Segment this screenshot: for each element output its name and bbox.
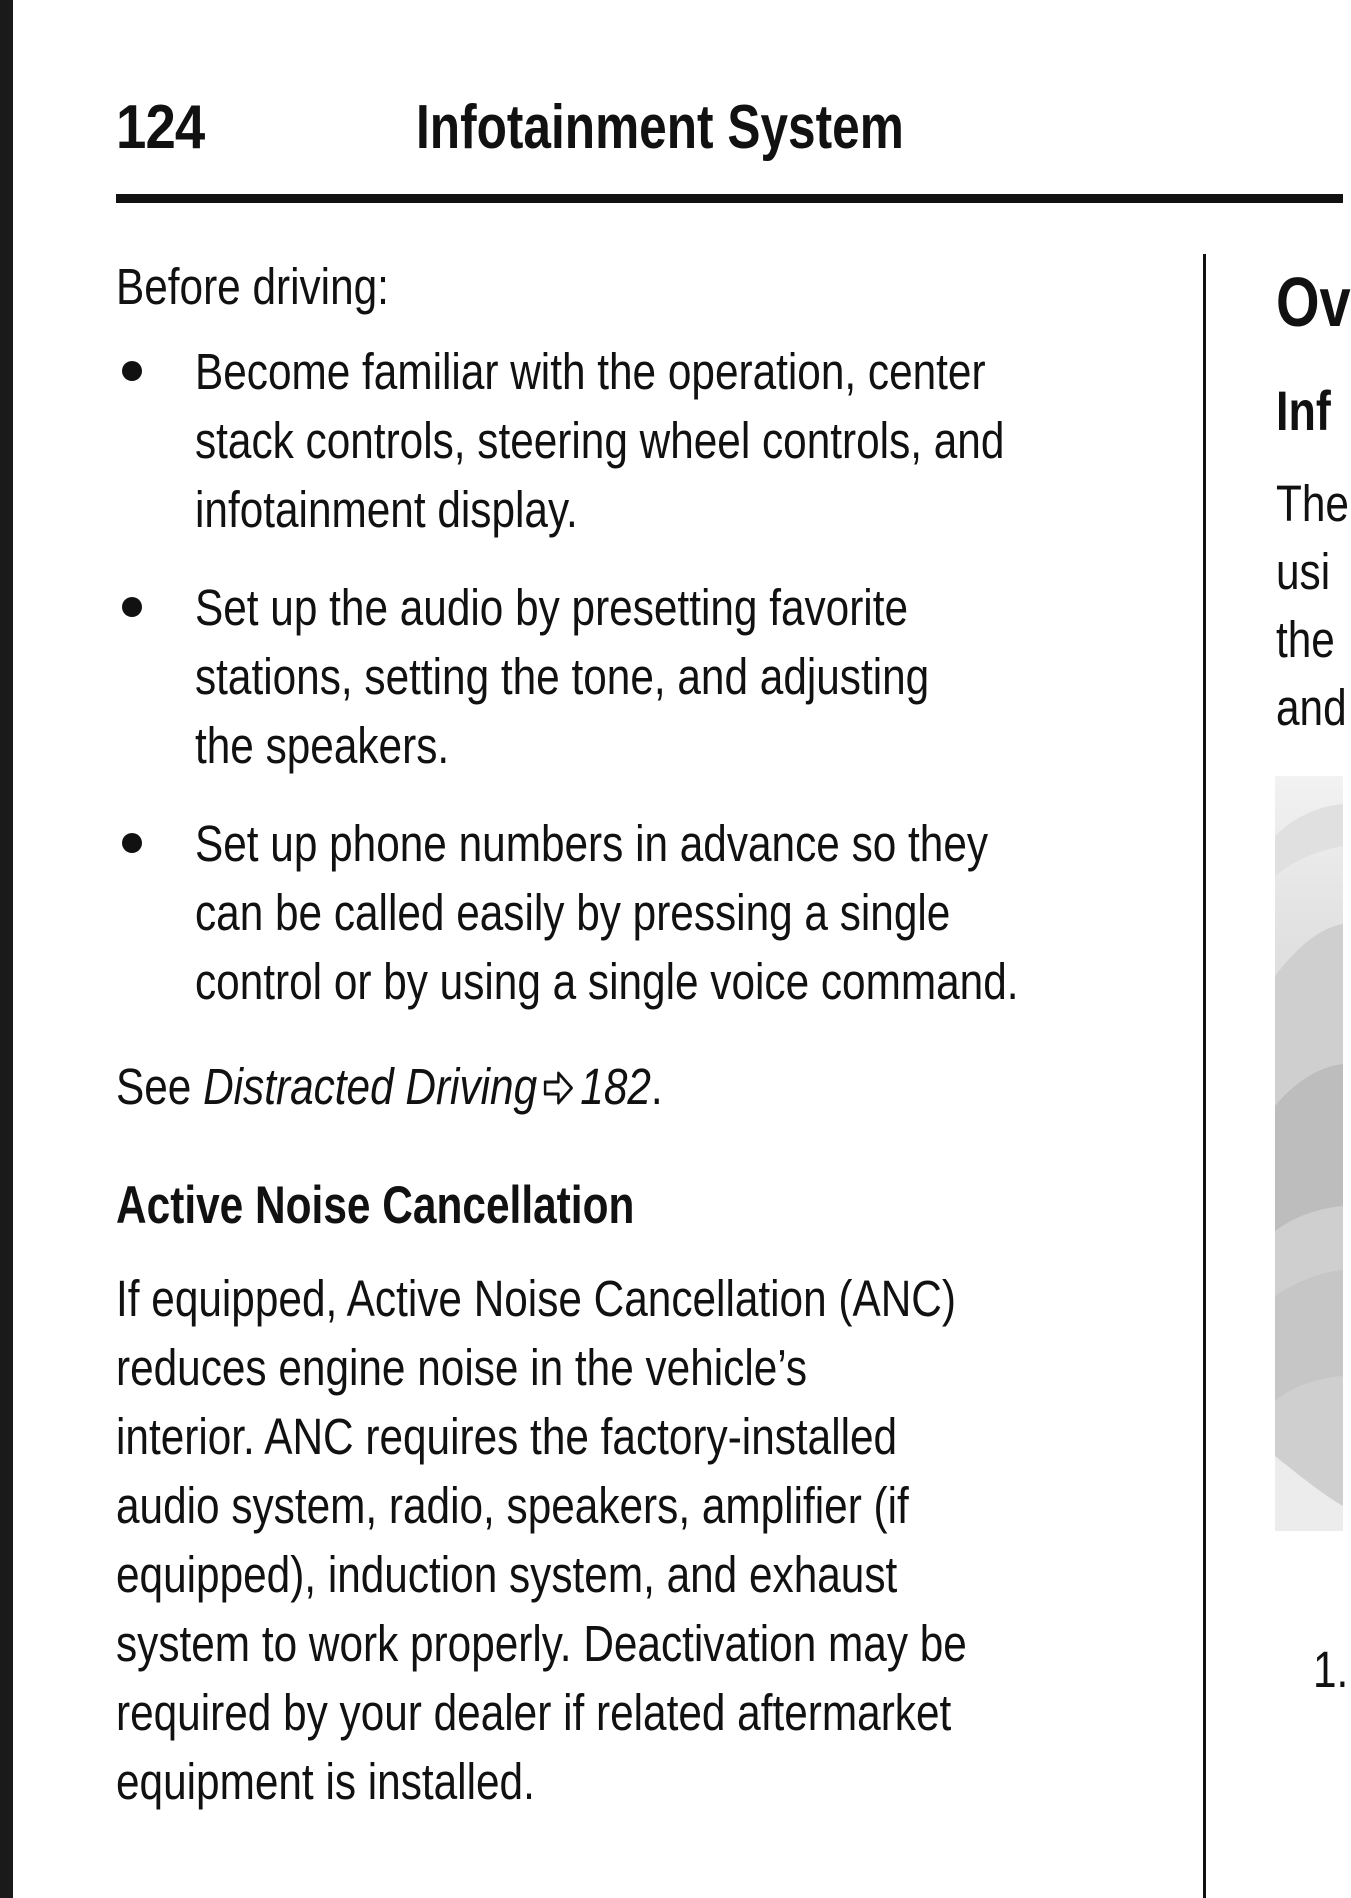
figure-callout: 1.	[1313, 1641, 1349, 1698]
section-title: Infotainment System	[416, 93, 904, 162]
list-item-line: Set up phone numbers in advance so they	[195, 815, 989, 872]
intro-text: Before driving:	[116, 258, 389, 315]
list-item-line: stack controls, steering wheel controls, and	[195, 412, 1005, 469]
see-also-suffix: .	[650, 1058, 663, 1115]
list-item-line: Set up the audio by presetting favorite	[195, 579, 909, 636]
header-rule	[116, 194, 1343, 203]
right-arrow-reference-icon	[542, 1056, 575, 1125]
right-column-paragraph	[1276, 470, 1349, 742]
list-item-2	[195, 573, 929, 780]
paragraph-line: system to work properly. Deactivation may be	[116, 1615, 967, 1672]
paragraph-line: If equipped, Active Noise Cancellation (ANC)	[116, 1270, 956, 1327]
bullet-icon	[122, 361, 142, 381]
list-item-line: infotainment display.	[195, 481, 578, 538]
paragraph-line: equipped), induction system, and exhaust	[116, 1546, 898, 1603]
paragraph-line: required by your dealer if related aftermarket	[116, 1684, 952, 1741]
infotainment-figure	[1275, 776, 1343, 1531]
page-reference[interactable]: 182	[580, 1058, 651, 1115]
list-item-line: the speakers.	[195, 717, 450, 774]
list-item-3	[195, 809, 1019, 1016]
paragraph-line: interior. ANC requires the factory-installed	[116, 1408, 898, 1465]
distracted-driving-link[interactable]: Distracted Driving	[203, 1058, 538, 1115]
see-also-line	[116, 1052, 663, 1125]
right-column-subheading: Inf	[1276, 379, 1331, 442]
page-number: 124	[116, 93, 205, 162]
subheading-anc: Active Noise Cancellation	[116, 1176, 635, 1235]
figure-illustration	[1275, 776, 1343, 1531]
paragraph-line: and	[1276, 679, 1347, 736]
see-also-prefix: See	[116, 1058, 192, 1115]
list-item-line: can be called easily by pressing a single	[195, 884, 951, 941]
paragraph-line: equipment is installed.	[116, 1753, 535, 1810]
list-item-line: stations, setting the tone, and adjusting	[195, 648, 930, 705]
paragraph-line: audio system, radio, speakers, amplifier (if	[116, 1477, 909, 1534]
bullet-icon	[122, 597, 142, 617]
column-divider	[1203, 254, 1206, 1898]
paragraph-line: reduces engine noise in the vehicle’s	[116, 1339, 808, 1396]
bullet-icon	[122, 833, 142, 853]
list-item-line: Become familiar with the operation, center	[195, 343, 986, 400]
anc-paragraph	[116, 1264, 967, 1816]
list-item-line: control or by using a single voice command.	[195, 953, 1019, 1010]
paragraph-line: the	[1276, 611, 1335, 668]
paragraph-line: The	[1276, 475, 1349, 532]
right-column-heading: Ov	[1276, 263, 1351, 341]
page-edge-shadow	[0, 0, 13, 1898]
paragraph-line: usi	[1276, 543, 1331, 600]
list-item-1	[195, 337, 1004, 544]
